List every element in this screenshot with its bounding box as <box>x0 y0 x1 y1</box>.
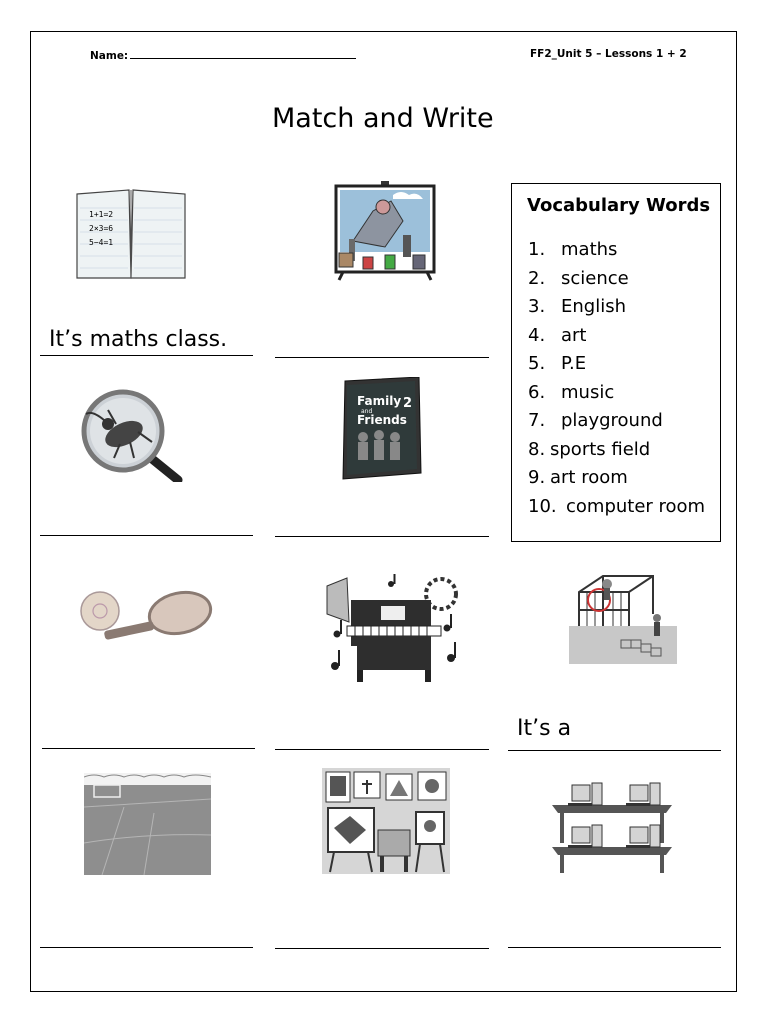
computer-room-picture <box>546 771 678 875</box>
art-room-picture <box>322 768 450 874</box>
answer-line[interactable] <box>40 947 253 948</box>
vocabulary-item: 5. P.E <box>528 353 587 374</box>
sports-field-picture <box>84 773 211 875</box>
vocabulary-item: 2. science <box>528 267 629 289</box>
answer-line[interactable] <box>40 535 253 536</box>
playground-picture <box>569 570 677 664</box>
vocabulary-item: 10. computer room <box>528 495 706 517</box>
vocabulary-item: 8. sports field <box>528 438 651 460</box>
answer-line[interactable] <box>275 536 489 537</box>
book-title-word: 2 <box>403 396 413 411</box>
music-piano-picture <box>321 574 466 686</box>
answer-line[interactable] <box>40 355 253 356</box>
page-title: Match and Write <box>272 103 494 134</box>
answer-line[interactable] <box>275 357 489 358</box>
playground-answer-start: It’s a <box>517 716 572 741</box>
vocabulary-item: 3. English <box>528 296 626 317</box>
maths-book-picture <box>74 186 188 282</box>
pe-ball-racket-picture <box>80 590 214 646</box>
name-blank[interactable] <box>130 48 356 59</box>
vocabulary-title: Vocabulary Words <box>527 195 711 216</box>
answer-line[interactable] <box>508 750 721 751</box>
sum-text: 2×3=6 <box>89 224 114 233</box>
vocabulary-item: 9. art room <box>528 467 628 488</box>
vocabulary-list <box>528 236 705 521</box>
name-field <box>90 48 356 62</box>
unit-label: FF2_Unit 5 – Lessons 1 + 2 <box>530 48 687 60</box>
book-title-word: Family <box>357 394 402 408</box>
name-label: Name: <box>90 50 129 62</box>
example-answer: It’s maths class. <box>49 327 228 352</box>
english-book-picture <box>337 377 423 481</box>
art-easel-picture <box>333 181 437 281</box>
vocabulary-item: 6. music <box>528 381 615 403</box>
vocabulary-box <box>511 183 721 542</box>
science-magnifier-picture <box>80 388 184 482</box>
vocabulary-item: 7. playground <box>528 410 663 431</box>
sum-text: 1+1=2 <box>89 210 114 219</box>
answer-line[interactable] <box>275 749 489 750</box>
answer-line[interactable] <box>275 948 489 949</box>
answer-line[interactable] <box>42 748 255 749</box>
vocabulary-item: 1. maths <box>528 239 618 260</box>
sum-text: 5−4=1 <box>89 238 114 247</box>
book-title-word: Friends <box>357 413 407 427</box>
book-title-word: and <box>361 408 373 415</box>
answer-line[interactable] <box>508 947 721 948</box>
vocabulary-item: 4. art <box>528 324 587 346</box>
